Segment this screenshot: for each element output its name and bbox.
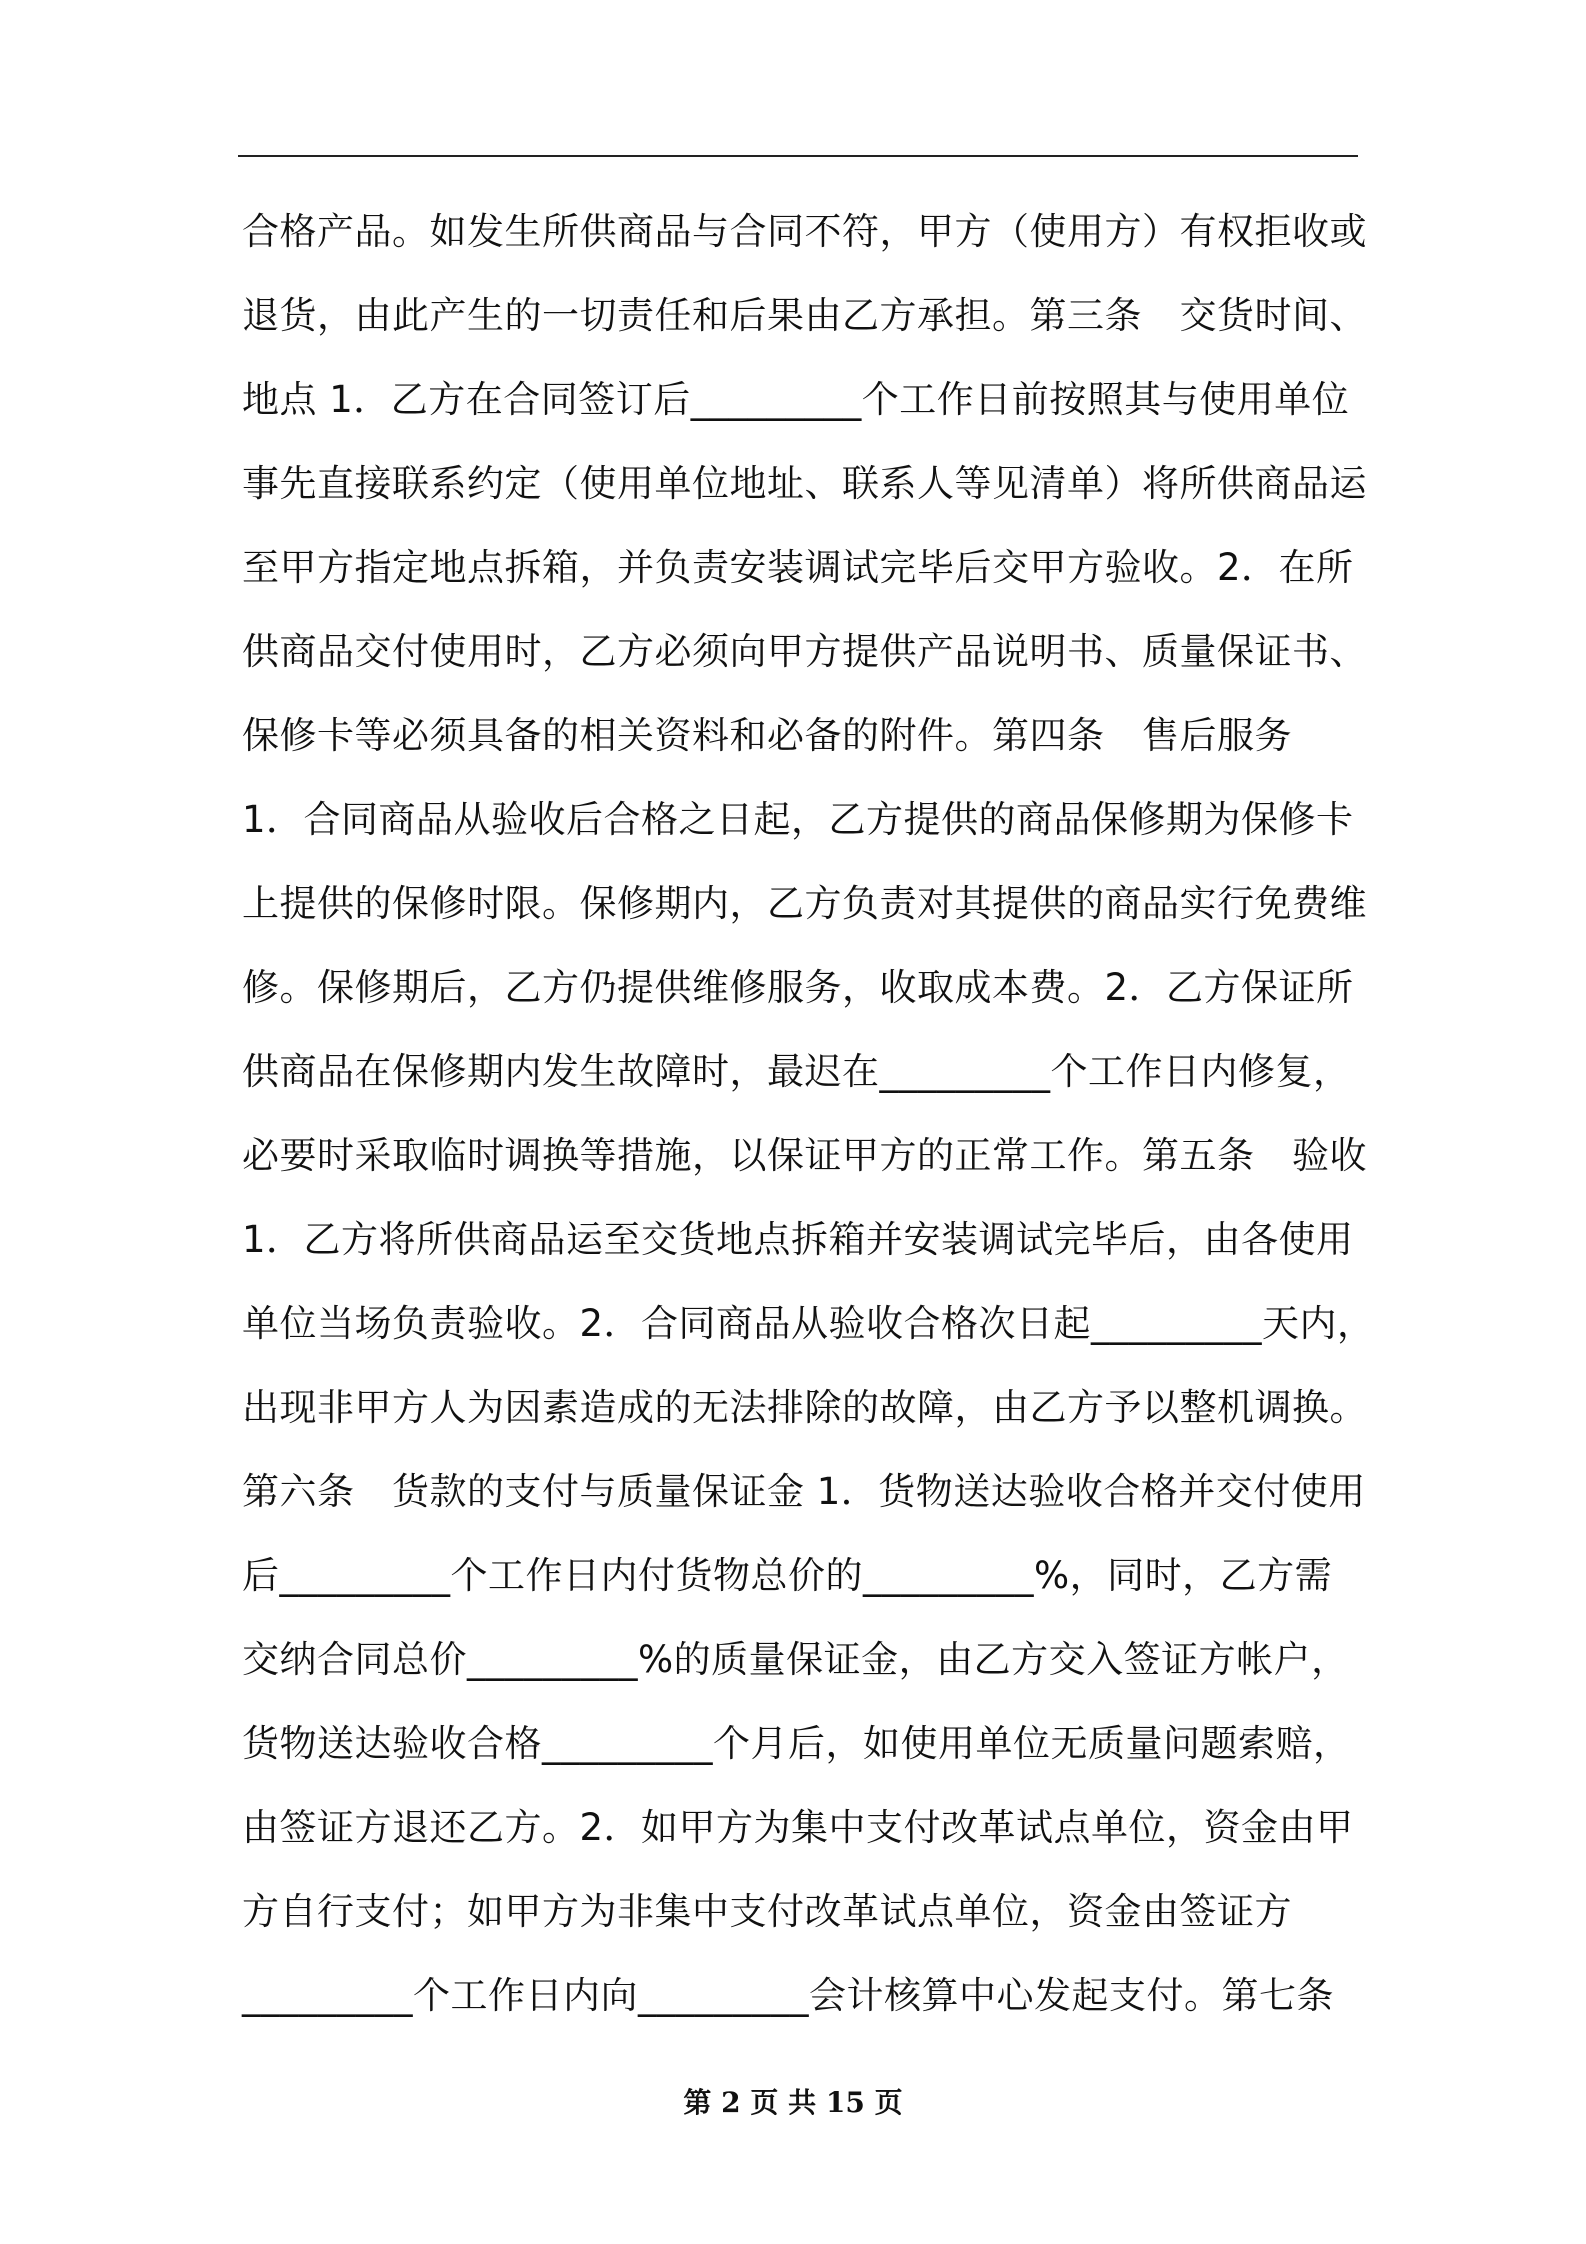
header-rule [238,155,1358,157]
text-line: 退货，由此产生的一切责任和后果由乙方承担。第三条 交货时间、 [242,294,1367,337]
text-line: 地点 1．乙方在合同签订后_________个工作日前按照其与使用单位 [242,378,1350,421]
text-line: 必要时采取临时调换等措施，以保证甲方的正常工作。第五条 验收 [242,1134,1367,1177]
text-line: 事先直接联系约定（使用单位地址、联系人等见清单）将所供商品运 [242,462,1367,505]
text-line: 修。保修期后，乙方仍提供维修服务，收取成本费。2．乙方保证所 [242,966,1354,1009]
text-line: 1．乙方将所供商品运至交货地点拆箱并安装调试完毕后，由各使用 [242,1218,1354,1261]
text-line: 1．合同商品从验收后合格之日起，乙方提供的商品保修期为保修卡 [242,798,1354,841]
page-number: 第 2 页 共 15 页 [683,2086,903,2119]
text-line: 方自行支付；如甲方为非集中支付改革试点单位，资金由签证方 [242,1890,1292,1933]
text-line: 供商品交付使用时，乙方必须向甲方提供产品说明书、质量保证书、 [242,630,1367,673]
text-line: _________个工作日内向_________会计核算中心发起支付。第七条 [242,1974,1334,2017]
text-line: 出现非甲方人为因素造成的无法排除的故障，由乙方予以整机调换。 [242,1386,1367,1429]
text-line: 后_________个工作日内付货物总价的_________%，同时，乙方需 [242,1554,1333,1597]
text-line: 保修卡等必须具备的相关资料和必备的附件。第四条 售后服务 [242,714,1292,757]
text-line: 交纳合同总价_________%的质量保证金，由乙方交入签证方帐户， [242,1638,1349,1681]
text-line: 至甲方指定地点拆箱，并负责安装调试完毕后交甲方验收。2．在所 [242,546,1354,589]
text-line: 由签证方退还乙方。2．如甲方为集中支付改革试点单位，资金由甲 [242,1806,1354,1849]
text-line: 货物送达验收合格_________个月后，如使用单位无质量问题索赔， [242,1722,1351,1765]
text-line: 第六条 货款的支付与质量保证金 1．货物送达验收合格并交付使用 [242,1470,1366,1513]
text-line: 供商品在保修期内发生故障时，最迟在_________个工作日内修复， [242,1050,1351,1093]
text-line: 上提供的保修时限。保修期内，乙方负责对其提供的商品实行免费维 [242,882,1367,925]
text-line: 合格产品。如发生所供商品与合同不符，甲方（使用方）有权拒收或 [242,210,1367,253]
document-body [242,190,1375,2038]
text-line: 单位当场负责验收。2．合同商品从验收合格次日起_________天内， [242,1302,1375,1345]
